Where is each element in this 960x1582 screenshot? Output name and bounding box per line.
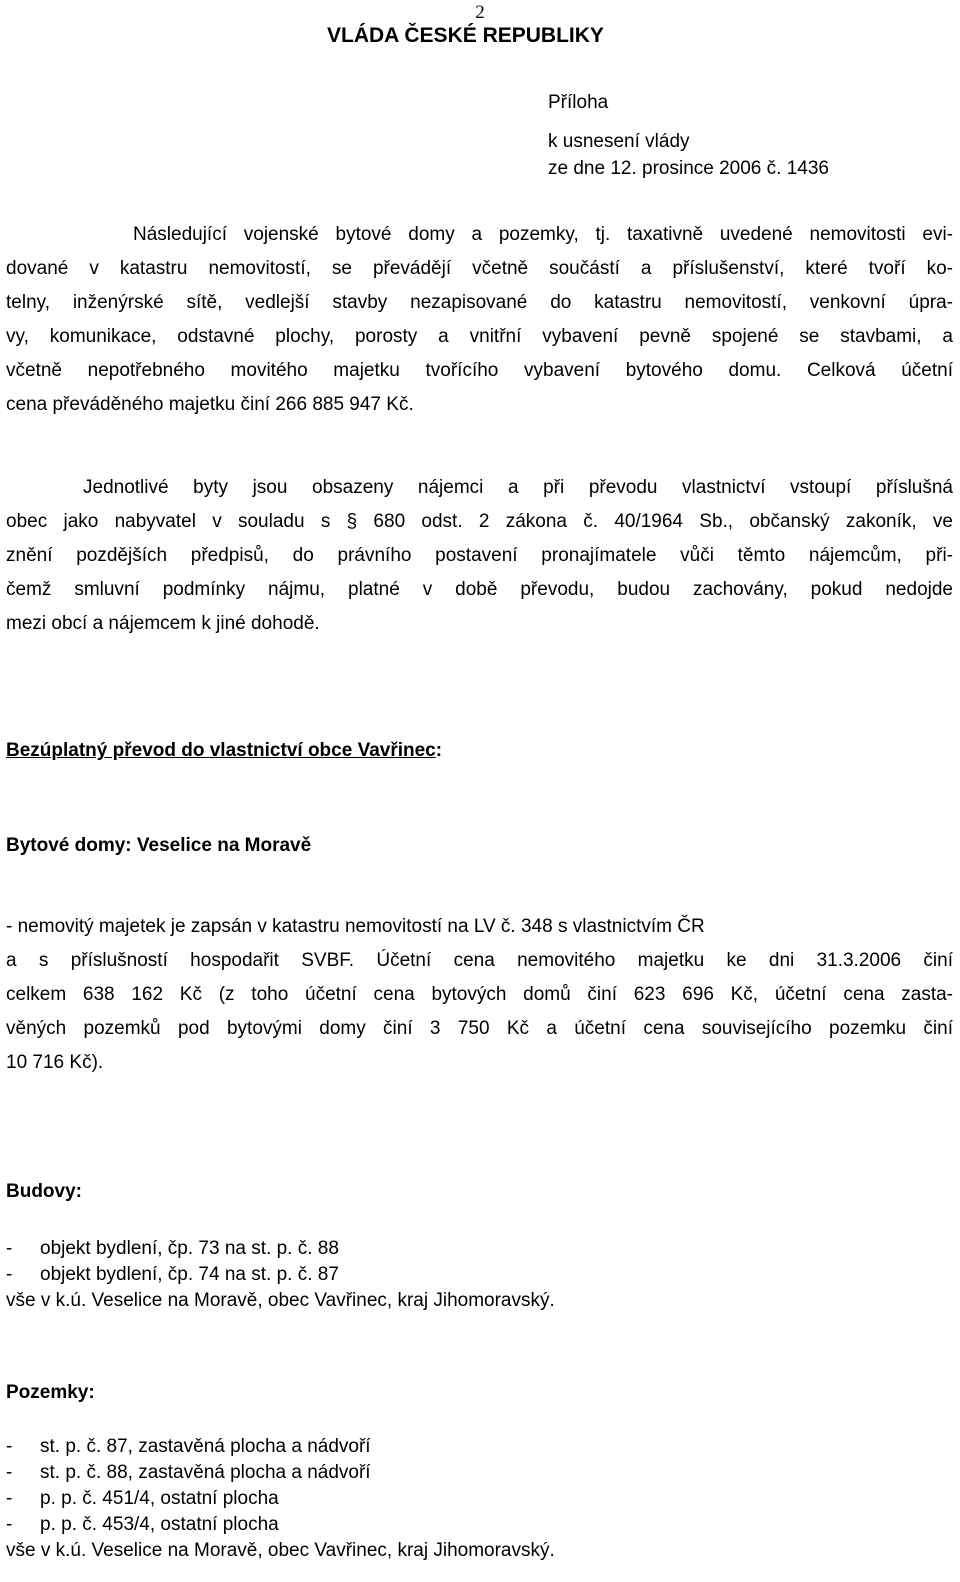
list-dash: - — [6, 1264, 13, 1285]
plots-list — [6, 1434, 555, 1564]
intro-paragraph — [6, 218, 953, 422]
list-dash: - — [6, 1488, 13, 1509]
building-item: objekt bydlení, čp. 74 na st. p. č. 87 — [40, 1264, 339, 1285]
property-paragraph — [6, 910, 953, 1080]
buildings-list — [6, 1236, 555, 1314]
plot-item: st. p. č. 87, zastavěná plocha a nádvoří — [40, 1436, 371, 1457]
intro-line: dované v katastru nemovitostí, se převádějí včetně součástí a příslušenství, které tvoří ko- — [6, 258, 953, 279]
plot-item: p. p. č. 451/4, ostatní plocha — [40, 1488, 279, 1509]
list-item — [6, 1434, 555, 1460]
transfer-heading — [6, 740, 442, 762]
list-dash: - — [6, 1436, 13, 1457]
tenants-line: obec jako nabyvatel v souladu s § 680 odst. 2 zákona č. 40/1964 Sb., občanský zakoník, ve — [6, 511, 953, 532]
tenants-line: Jednotlivé byty jsou obsazeny nájemci a při převodu vlastnictví vstoupí příslušná — [83, 477, 953, 498]
intro-line: Následující vojenské bytové domy a pozemky, tj. taxativně uvedené nemovitosti evi- — [133, 224, 953, 245]
transfer-heading-text: Bezúplatný převod do vlastnictví obce Vavřinec — [6, 740, 436, 761]
list-item — [6, 1262, 555, 1288]
list-dash: - — [6, 1238, 13, 1259]
plot-item: st. p. č. 88, zastavěná plocha a nádvoří — [40, 1462, 371, 1483]
buildings-heading: Budovy: — [6, 1181, 82, 1202]
transfer-heading-colon: : — [435, 740, 443, 761]
intro-line: vy, komunikace, odstavné plochy, porosty a vnitřní vybavení pevně spojené se stavbami, a — [6, 326, 953, 347]
tenants-line: mezi obcí a nájemcem k jiné dohodě. — [6, 613, 320, 634]
buildings-summary: vše v k.ú. Veselice na Moravě, obec Vavřinec, kraj Jihomoravský. — [6, 1290, 555, 1311]
intro-line: cena převáděného majetku činí 266 885 947 Kč. — [6, 394, 414, 415]
list-item — [6, 1512, 555, 1538]
annex-label: Příloha — [548, 92, 609, 113]
plots-summary: vše v k.ú. Veselice na Moravě, obec Vavřinec, kraj Jihomoravský. — [6, 1540, 555, 1561]
intro-line: telny, inženýrské sítě, vedlejší stavby nezapisované do katastru nemovitostí, venkovní úpra- — [6, 292, 953, 313]
tenants-line: čemž smluvní podmínky nájmu, platné v době převodu, budou zachovány, pokud nedojde — [6, 579, 953, 600]
tenants-paragraph — [6, 471, 953, 641]
property-line: věných pozemků pod bytovými domy činí 3 750 Kč a účetní cena souvisejícího pozemku činí — [6, 1018, 953, 1039]
property-line: a s příslušností hospodařit SVBF. Účetní cena nemovitého majetku ke dni 31.3.2006 činí — [6, 950, 953, 971]
list-dash: - — [6, 1462, 13, 1483]
tenants-line: znění pozdějších předpisů, do právního postavení pronajímatele vůči těmto nájemcům, při- — [6, 545, 953, 566]
property-line: celkem 638 162 Kč (z toho účetní cena bytových domů činí 623 696 Kč, účetní cena zasta- — [6, 984, 953, 1005]
resolution-line-2: ze dne 12. prosince 2006 č. 1436 — [548, 158, 829, 179]
property-line: 10 716 Kč). — [6, 1052, 104, 1073]
intro-line: včetně nepotřebného movitého majetku tvořícího vybavení bytového domu. Celková účetní — [6, 360, 953, 381]
plots-heading: Pozemky: — [6, 1382, 95, 1403]
list-item — [6, 1236, 555, 1262]
page-number: 2 — [475, 2, 485, 23]
list-item — [6, 1486, 555, 1512]
building-item: objekt bydlení, čp. 73 na st. p. č. 88 — [40, 1238, 339, 1259]
government-title: VLÁDA ČESKÉ REPUBLIKY — [327, 24, 604, 47]
resolution-line-1: k usnesení vlády — [548, 131, 690, 152]
plot-item: p. p. č. 453/4, ostatní plocha — [40, 1514, 279, 1535]
property-line: - nemovitý majetek je zapsán v katastru nemovitostí na LV č. 348 s vlastnictvím ČR — [6, 916, 705, 937]
houses-heading: Bytové domy: Veselice na Moravě — [6, 835, 312, 856]
list-dash: - — [6, 1514, 13, 1535]
list-item — [6, 1460, 555, 1486]
